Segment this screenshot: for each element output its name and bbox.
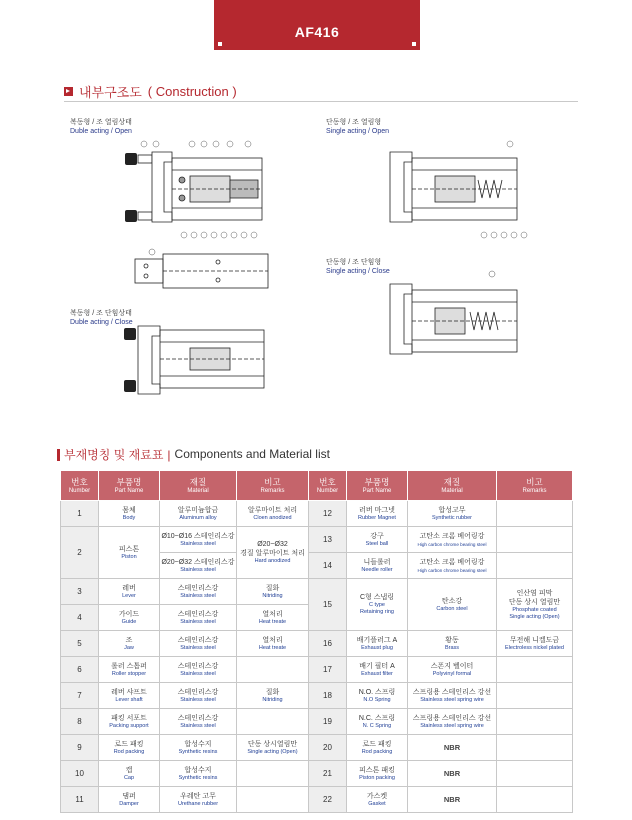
cell-text-kr: 질화 (265, 688, 280, 696)
part-number: 14 (309, 553, 347, 579)
cell-text-kr: 부품명 (116, 476, 142, 487)
diagram-label-kr: 단동형 / 조 단힘형 (326, 259, 382, 266)
part-remarks (497, 735, 573, 761)
cell-text-en: Material (187, 487, 209, 494)
components-title-en: Components and Material list (174, 447, 330, 461)
part-name (99, 527, 160, 579)
part-material (408, 787, 497, 813)
part-remarks (497, 787, 573, 813)
part-remarks (237, 683, 309, 709)
table-row (61, 709, 573, 735)
diagram-label-en: Duble acting / Close (70, 319, 133, 326)
cell-text-en: Synthetic resins (178, 748, 218, 755)
part-material (408, 553, 497, 579)
part-remarks (237, 527, 309, 579)
diagram-label-double-open (70, 118, 132, 136)
cell-text-kr: 재질 (443, 476, 461, 487)
header-part-name (347, 471, 408, 501)
table-row (61, 527, 573, 553)
cell-text-en: Stainless steel (180, 722, 216, 729)
cell-text-en: Stainless steel (180, 566, 216, 573)
header-remarks (497, 471, 573, 501)
components-heading (57, 446, 330, 463)
part-material (408, 735, 497, 761)
section-bullet-icon (64, 87, 73, 96)
part-remarks (497, 761, 573, 787)
cell-text-en: Hard anodized (254, 558, 291, 564)
part-number: 11 (61, 787, 99, 813)
diagram-label-kr: 단동형 / 조 열림형 (326, 119, 382, 126)
part-material (160, 735, 237, 761)
cell-text-en: Remarks (522, 487, 547, 494)
cell-text-kr: 열처리 (262, 636, 283, 644)
cell-text-kr: 경질 알루마이트 처리 (240, 550, 305, 557)
part-remarks (237, 735, 309, 761)
cell-text-en: Single acting (Open) (247, 748, 298, 755)
diagram-label-en: Duble acting / Open (70, 128, 132, 135)
cell-text-en: Jaw (124, 644, 134, 651)
cell-text-kr: 레버 샤프트 (111, 688, 147, 696)
cell-text-kr: 고탄소 크롬 베어링강 (419, 558, 485, 566)
cell-text-en: Piston packing (359, 774, 395, 781)
header-part-name (99, 471, 160, 501)
cell-text-en: Synthetic resins (178, 774, 218, 781)
cell-text-kr: Ø20~Ø32 스테인리스강 (161, 558, 235, 566)
cell-text-kr: 인산염 피막 (516, 589, 553, 597)
part-number: 16 (309, 631, 347, 657)
part-name (99, 657, 160, 683)
part-number: 19 (309, 709, 347, 735)
part-name (99, 761, 160, 787)
part-remarks (497, 579, 573, 631)
cell-text-kr: 번호 (319, 476, 336, 487)
cell-text-kr: 로드 패킹 (362, 740, 392, 748)
diagram-label-single-open (326, 118, 389, 136)
part-name (347, 501, 408, 527)
cell-text-kr: 고탄소 크롬 베어링강 (419, 532, 485, 540)
table-row (61, 787, 573, 813)
part-name (347, 709, 408, 735)
cell-text-kr: Ø10~Ø16 스테인리스강 (161, 532, 235, 540)
part-number: 9 (61, 735, 99, 761)
tab-corner-dot (412, 42, 416, 46)
table-row (61, 761, 573, 787)
cell-text-kr: 캡 (125, 766, 133, 774)
cell-text-kr: 스테인리스강 (177, 584, 219, 592)
diagram-label-kr: 복동형 / 조 열림상태 (70, 119, 132, 126)
part-remarks (497, 553, 573, 579)
cell-text-en: Part Name (114, 487, 144, 494)
part-number: 21 (309, 761, 347, 787)
part-name (347, 683, 408, 709)
cell-text-en: Polyvinyl formal (432, 670, 472, 677)
cell-text-en: Part Name (362, 487, 392, 494)
part-remarks (237, 605, 309, 631)
cell-text-en: Lever (122, 592, 136, 599)
part-material (408, 501, 497, 527)
cell-text-kr: 황동 (445, 636, 459, 644)
construction-drawing-double-close (120, 244, 270, 414)
part-name (99, 683, 160, 709)
heading-bar (57, 449, 60, 461)
part-remarks (237, 709, 309, 735)
part-name (99, 735, 160, 761)
cell-text-kr: Ø20~Ø32 (257, 541, 288, 548)
cell-text-kr: 스테인리스강 (177, 610, 219, 618)
cell-text-en: C type (369, 602, 385, 608)
cell-text-en: Needle roller (361, 566, 393, 573)
cell-text-kr: 우레탄 고무 (180, 792, 216, 800)
cell-text-en: Stainless steel (180, 670, 216, 677)
cell-text-en: Roller stopper (111, 670, 147, 677)
cell-text-en: Rod packing (113, 748, 145, 755)
part-remarks (497, 683, 573, 709)
cell-text-kr: 합성고무 (438, 506, 466, 514)
diagram-label-en: Single acting / Close (326, 268, 390, 275)
part-remarks (237, 579, 309, 605)
cell-text-en: Phosphate coated (512, 606, 557, 613)
part-number: 7 (61, 683, 99, 709)
part-number: 18 (309, 683, 347, 709)
cell-text-kr: 레버 (122, 584, 136, 592)
cell-text-kr: 알루미늄합금 (177, 506, 219, 514)
part-remarks (497, 709, 573, 735)
construction-drawing-single-close (380, 270, 530, 370)
cell-text-en: High carbon chrome bearing steel (417, 567, 487, 573)
part-material (160, 501, 237, 527)
cell-text-en: Electroless nickel plated (504, 644, 564, 651)
construction-drawing-single-open (380, 140, 530, 240)
part-number: 13 (309, 527, 347, 553)
part-name (99, 501, 160, 527)
table-row (61, 657, 573, 683)
part-material (160, 709, 237, 735)
cell-text-kr: 스프링용 스테인리스 강선 (412, 688, 492, 696)
cell-text-kr: 몸체 (122, 506, 136, 514)
part-remarks (497, 527, 573, 553)
table-row (61, 631, 573, 657)
cell-text-kr: 패킹 서포트 (111, 714, 147, 722)
cell-text-kr: C형 스냅링 (359, 594, 395, 601)
cell-text-kr: 탄소강 (441, 597, 463, 605)
cell-text-en: Steel ball (365, 540, 389, 547)
part-number: 2 (61, 527, 99, 579)
header-remarks (237, 471, 309, 501)
part-number: 22 (309, 787, 347, 813)
part-material (408, 631, 497, 657)
part-remarks (497, 501, 573, 527)
part-material (408, 527, 497, 553)
cell-text-kr: 강구 (370, 532, 384, 540)
cell-text-kr: 니들롤러 (363, 558, 391, 566)
cell-text-en: Cloen anodized (253, 514, 292, 521)
construction-title-kr: 내부구조도 (79, 85, 142, 100)
cell-text-kr: 스테인리스강 (177, 636, 219, 644)
cell-text-kr: 러버 마그넷 (359, 506, 395, 514)
cell-text-kr: 스폰지 벨이터 (430, 662, 474, 670)
part-material (408, 657, 497, 683)
cell-text-kr: NBR (443, 795, 461, 804)
cell-text-kr: 무전해 니켈도금 (509, 636, 560, 644)
part-name (347, 553, 408, 579)
construction-drawing-double-open (120, 140, 270, 240)
part-name (347, 787, 408, 813)
cell-text-en: N. C Spring (362, 722, 392, 729)
cell-text-en: Stainless steel spring wire (420, 722, 484, 729)
cell-text-en: Material (441, 487, 463, 494)
section-divider (64, 101, 578, 102)
cell-text-en: Retaining ring (360, 609, 394, 615)
part-name (99, 605, 160, 631)
part-material (160, 631, 237, 657)
cell-text-kr: 합성수지 (184, 740, 212, 748)
cell-text-kr: 비고 (264, 476, 281, 487)
cell-text-kr: 스테인리스강 (177, 688, 219, 696)
cell-text-en: Lever shaft (115, 696, 143, 703)
page-code-tab (214, 0, 420, 50)
cell-text-kr: 단동 상시 열림만 (508, 598, 561, 606)
table-row (61, 683, 573, 709)
cell-text-kr: 비고 (526, 476, 543, 487)
cell-text-kr: 롤러 스톱퍼 (111, 662, 147, 670)
cell-text-en: Carbon steel (436, 605, 468, 612)
cell-text-en: Guide (121, 618, 137, 625)
cell-text-kr: 질화 (265, 584, 280, 592)
cell-text-en: N.O Spring (363, 696, 391, 703)
cell-text-kr: N.O. 스프링 (358, 688, 396, 696)
cell-text-en: Nitriding (262, 696, 283, 703)
part-name (347, 657, 408, 683)
cell-text-kr: 피스톤 (118, 545, 140, 553)
cell-text-en: Stainless steel (180, 540, 216, 547)
part-name (99, 787, 160, 813)
part-number: 12 (309, 501, 347, 527)
part-name (347, 735, 408, 761)
cell-text-kr: 조 (125, 636, 133, 644)
cell-text-kr: 열처리 (262, 610, 283, 618)
cell-text-kr: 스프링용 스테인리스 강선 (412, 714, 492, 722)
cell-text-kr: 배기 필터 A (359, 662, 395, 670)
tab-corner-dot (218, 42, 222, 46)
part-remarks (497, 657, 573, 683)
cell-text-kr: N.C. 스프링 (358, 714, 396, 722)
cell-text-kr: 알루마이트 처리 (247, 506, 298, 514)
cell-text-en: Gasket (368, 800, 386, 807)
cell-text-en: Heat treate (258, 618, 287, 625)
cell-text-en: Stainless steel spring wire (420, 696, 484, 703)
part-remarks (237, 761, 309, 787)
cell-text-kr: 배기플러그 A (356, 636, 398, 644)
cell-text-en: Urethane rubber (177, 800, 219, 807)
part-material (160, 657, 237, 683)
cell-text-kr: 단동 상시열림만 (247, 740, 298, 748)
cell-text-en: Remarks (260, 487, 285, 494)
part-material (160, 605, 237, 631)
part-name (347, 761, 408, 787)
part-material (160, 761, 237, 787)
components-title-kr: 부재명칭 및 재료표 (64, 448, 164, 462)
part-remarks (237, 787, 309, 813)
part-number: 5 (61, 631, 99, 657)
cell-text-kr: 스테인리스강 (177, 714, 219, 722)
cell-text-kr: 재질 (189, 476, 207, 487)
cell-text-en: Heat treate (258, 644, 287, 651)
construction-title-en: ( Construction ) (147, 84, 237, 99)
cell-text-kr: 댐퍼 (122, 792, 136, 800)
part-name (347, 631, 408, 657)
part-number: 17 (309, 657, 347, 683)
part-number: 4 (61, 605, 99, 631)
part-remarks (237, 631, 309, 657)
table-row (61, 579, 573, 605)
part-material (408, 579, 497, 631)
part-number: 8 (61, 709, 99, 735)
page-code: AF416 (294, 24, 340, 40)
cell-text-kr: 피스톤 패킹 (359, 766, 395, 774)
part-name (99, 709, 160, 735)
cell-text-en: Single acting (Open) (509, 613, 560, 620)
part-material (408, 683, 497, 709)
cell-text-en: Rod packing (361, 748, 393, 755)
table-row (61, 501, 573, 527)
cell-text-en: Exhaust plug (361, 644, 393, 651)
cell-text-en: High carbon chrome bearing steel (417, 541, 487, 547)
cell-text-kr: NBR (443, 769, 461, 778)
cell-text-en: Packing support (109, 722, 149, 729)
cell-text-en: Body (122, 514, 136, 521)
cell-text-en: Damper (119, 800, 139, 807)
header-number (309, 471, 347, 501)
cell-text-en: Cap (123, 774, 135, 781)
header-material (160, 471, 237, 501)
cell-text-kr: 부품명 (364, 476, 390, 487)
diagram-label-kr: 복동형 / 조 단힘상태 (70, 310, 132, 317)
part-material (408, 709, 497, 735)
part-name (347, 579, 408, 631)
cell-text-kr: 번호 (71, 476, 88, 487)
cell-text-en: Number (316, 487, 339, 494)
cell-text-en: Piston (121, 553, 137, 560)
cell-text-kr: 합성수지 (184, 766, 212, 774)
cell-text-kr: 스테인리스강 (177, 662, 219, 670)
header-material (408, 471, 497, 501)
part-material (160, 553, 237, 579)
cell-text-kr: NBR (443, 743, 461, 752)
cell-text-en: Stainless steel (180, 696, 216, 703)
cell-text-kr: 로드 패킹 (114, 740, 144, 748)
part-number: 6 (61, 657, 99, 683)
part-material (160, 579, 237, 605)
cell-text-en: Nitriding (262, 592, 283, 599)
cell-text-en: Stainless steel (180, 592, 216, 599)
part-name (99, 579, 160, 605)
cell-text-kr: 가스켓 (366, 792, 388, 800)
components-table (60, 470, 573, 813)
part-material (160, 527, 237, 553)
cell-text-en: Stainless steel (180, 618, 216, 625)
part-material (408, 761, 497, 787)
part-number: 15 (309, 579, 347, 631)
part-remarks (237, 657, 309, 683)
header-number (61, 471, 99, 501)
construction-heading (64, 82, 237, 101)
part-number: 10 (61, 761, 99, 787)
cell-text-kr: 가이드 (118, 610, 140, 618)
cell-text-en: Synthetic rubber (431, 514, 473, 521)
part-remarks (237, 501, 309, 527)
components-title-separator: | (167, 447, 171, 462)
cell-text-en: Brass (444, 644, 460, 651)
table-row (61, 735, 573, 761)
diagram-label-en: Single acting / Open (326, 128, 390, 135)
part-number: 1 (61, 501, 99, 527)
part-remarks (497, 631, 573, 657)
table-header-row (61, 471, 573, 501)
part-number: 3 (61, 579, 99, 605)
cell-text-en: Rubber Magnet (358, 514, 396, 521)
part-number: 20 (309, 735, 347, 761)
cell-text-en: Number (68, 487, 91, 494)
part-name (99, 631, 160, 657)
cell-text-en: Aluminum alloy (179, 514, 217, 521)
part-material (160, 787, 237, 813)
part-material (160, 683, 237, 709)
part-name (347, 527, 408, 553)
cell-text-en: Exhaust filter (361, 670, 393, 677)
cell-text-en: Stainless steel (180, 644, 216, 651)
